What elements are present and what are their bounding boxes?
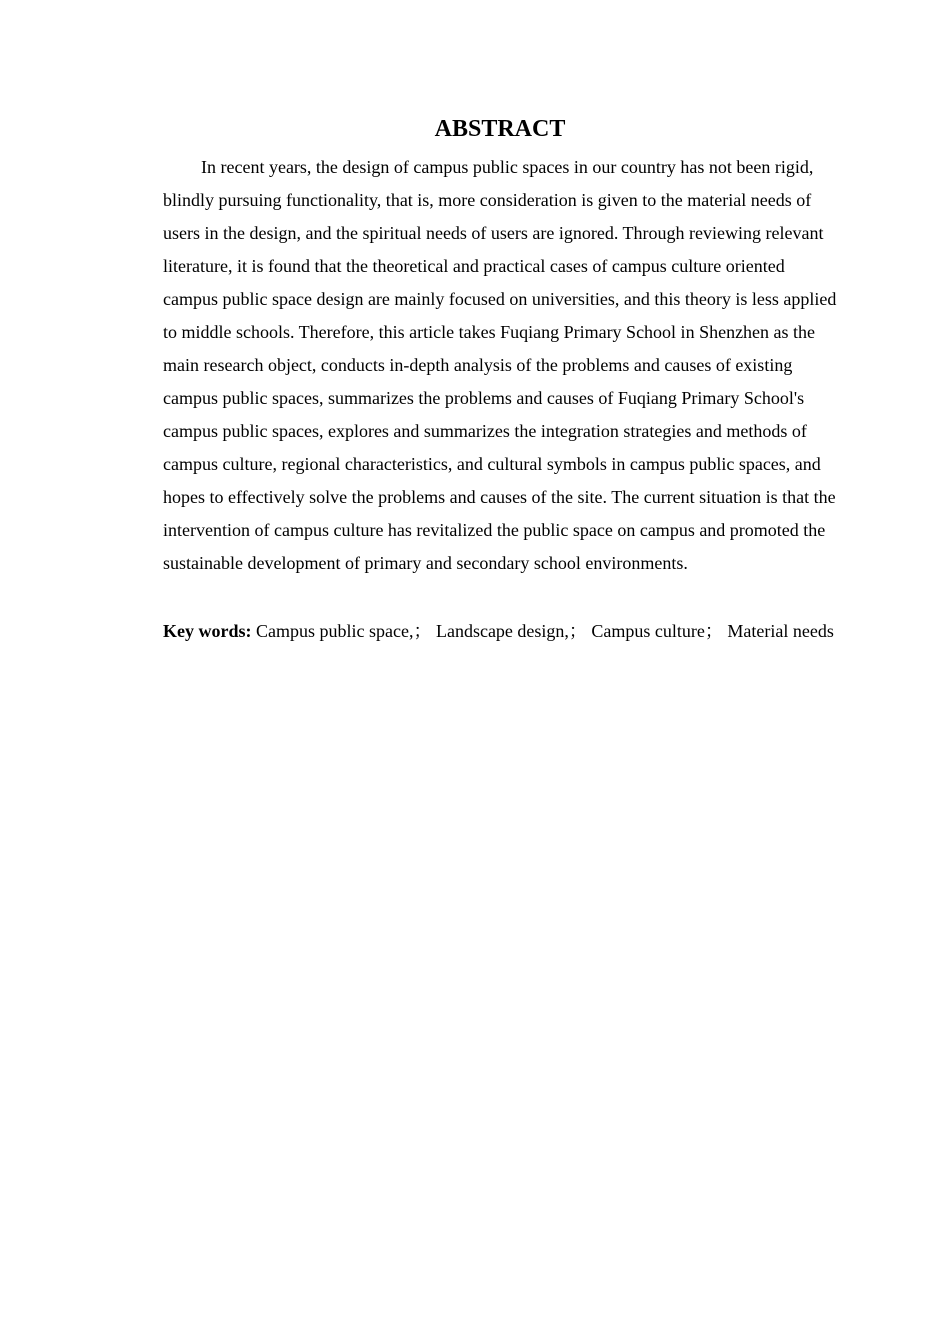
abstract-body: In recent years, the design of campus public spaces in our country has not been rigid, blindly pursuing functionality, that is, more consideration is given to the material needs of users in the design, and the spiritual needs of users are ignored. Through reviewing relevant literature, it is found that the theoretical and practical cases of campus culture oriented campus public space design are mainly focused on universities, and this theory is less applied to middle schools. Therefore, this article takes Fuqiang Primary School in Shenzhen as the main research object, conducts in-depth analysis of the problems and causes of existing campus public spaces, summarizes the problems and causes of Fuqiang Primary School's campus public spaces, explores and summarizes the integration strategies and methods of campus culture, regional characteristics, and cultural symbols in campus public spaces, and hopes to effectively solve the problems and causes of the site. The current situation is that the intervention of campus culture has revitalized the public space on campus and promoted the sustainable development of primary and secondary school environments. xyxy=(163,157,837,573)
keywords-line xyxy=(163,615,837,648)
abstract-section xyxy=(163,112,837,648)
keywords-text: Campus public space,； Landscape design,； Campus culture； Material needs xyxy=(256,621,834,641)
abstract-title: ABSTRACT xyxy=(434,116,566,142)
keywords-label: Key words: xyxy=(163,621,252,641)
